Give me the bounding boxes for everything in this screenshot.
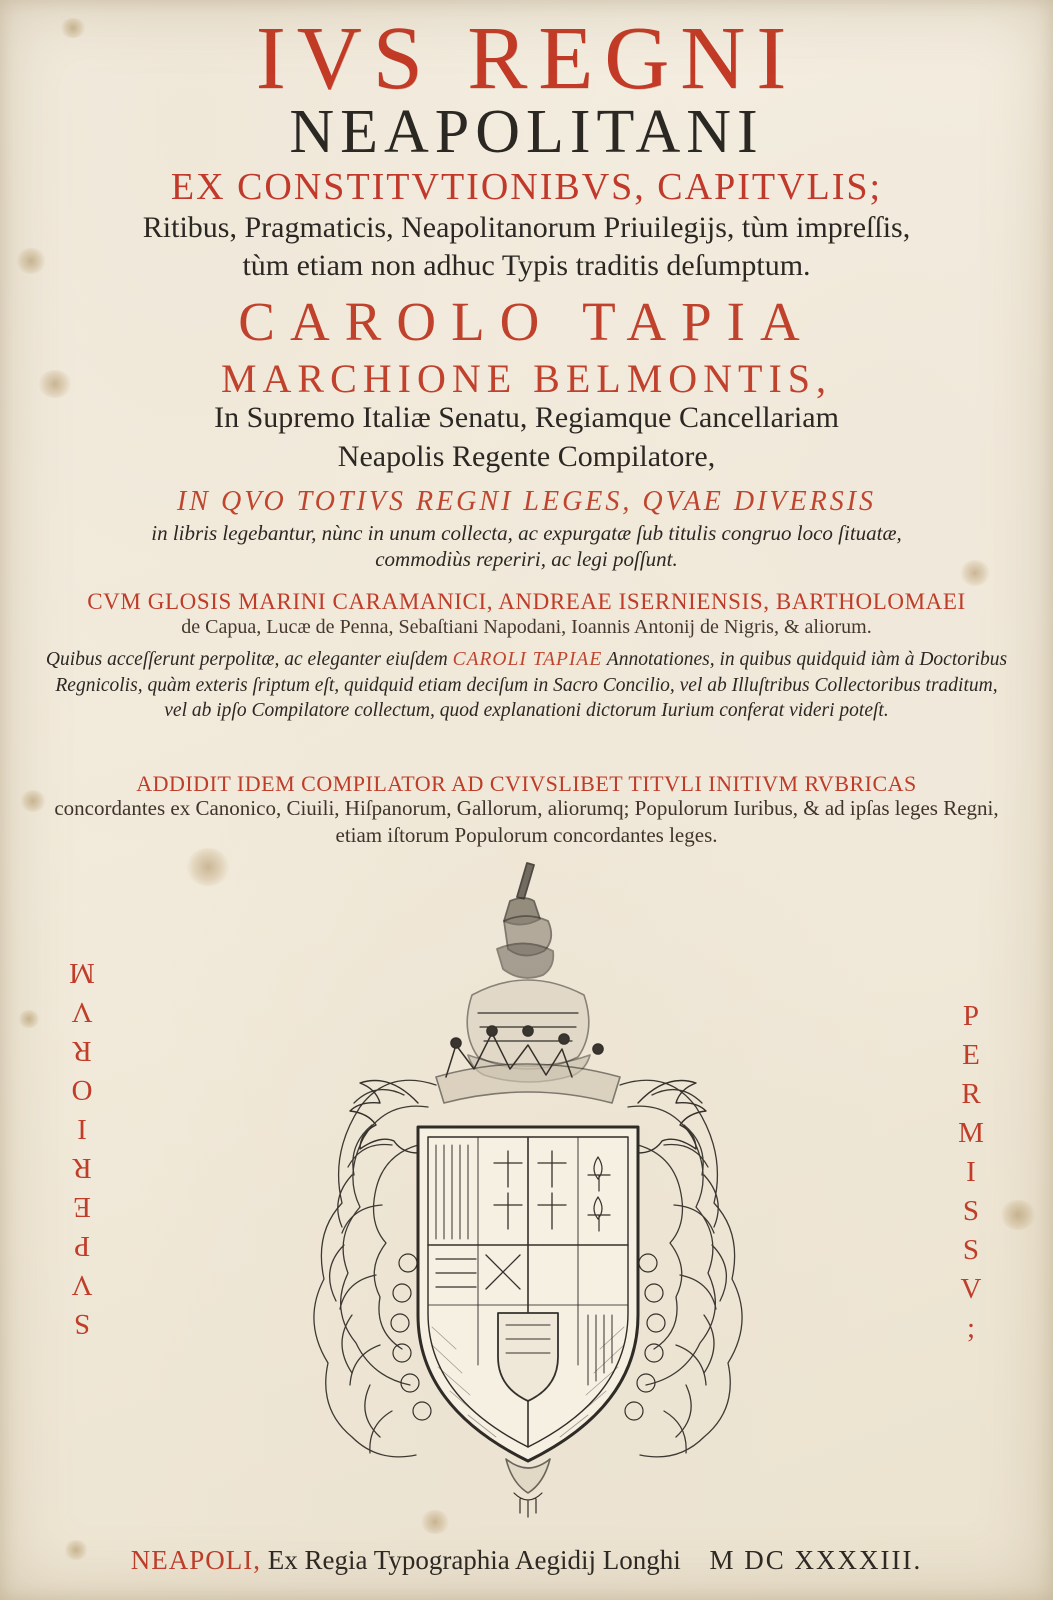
side-note-right: PERMISSV; <box>955 1000 987 1351</box>
subtitle-red: IN QVO TOTIVS REGNI LEGES, QVAE DIVERSIS <box>176 486 877 517</box>
main-title: IVS REGNI <box>255 9 798 108</box>
sources-line-1: Ritibus, Pragmaticis, Neapolitanorum Priuilegijs, tùm impreſſis, <box>142 211 911 244</box>
annotations-note-emphasis: CAROLI TAPIAE <box>452 649 603 670</box>
glossators-black: de Capua, Lucæ de Penna, Sebaſtiani Napodani, Ioannis Antonij de Nigris, & aliorum. <box>181 616 872 638</box>
addition-heading: ADDIDIT IDEM COMPILATOR AD CVIVSLIBET TITVLI INITIVM RVBRICAS <box>136 771 917 796</box>
author-title: MARCHIONE BELMONTIS, <box>220 356 833 401</box>
subtitle-italic: in libris legebantur, nùnc in unum collecta, ac expurgatæ ſub titulis congruo loco ſituatæ, commodiùs reperiri, ac legi poſſunt. <box>151 521 902 572</box>
imprint-printer: Ex Regia Typographia Aegidij Longhi <box>267 1545 681 1575</box>
annotations-note-part1: Quibus acceſſerunt perpolitæ, ac eleganter eiuſdem <box>45 649 453 670</box>
addition-body: concordantes ex Canonico, Ciuili, Hiſpanorum, Gallorum, aliorumq; Populorum Iuribus, & ad ipſas leges Regni, etiam iſtorum Populorum concordantes leges. <box>54 796 999 847</box>
author-role-line-2: Neapolis Regente Compilatore, <box>337 440 716 473</box>
imprint-year: M DC XXXXIII. <box>709 1545 923 1575</box>
coat-of-arms-emblem <box>222 845 832 1525</box>
sources-line-2: tùm etiam non adhuc Typis traditis deſumptum. <box>242 249 811 282</box>
sources-heading: EX CONSTITVTIONIBVS, CAPITVLIS; <box>170 166 883 208</box>
annotations-note-part2: Annotationes, in quibus quidquid iàm à Doctoribus Regnicolis, quàm exteris ſriptum eſt, quidquid etiam deciſum in Sacro Concilio, vel ab Illuſtribus Collectoribus traditum, vel ab ipſo Compilatore collectum, quod explanationi dictorum Iurium conferat videri poteſt. <box>55 649 1008 722</box>
author-name: CAROLO TAPIA <box>238 291 815 352</box>
imprint-line <box>0 1545 1053 1576</box>
annotations-note <box>42 647 1011 724</box>
main-subtitle: NEAPOLITANI <box>289 98 764 166</box>
imprint-city: NEAPOLI, <box>130 1545 261 1575</box>
side-note-left: SVPERIORVM <box>66 950 98 1340</box>
glossators-red: CVM GLOSIS MARINI CARAMANICI, ANDREAE ISERNIENSIS, BARTHOLOMAEI <box>87 589 966 614</box>
author-role-line-1: In Supremo Italiæ Senatu, Regiamque Cancellariam <box>214 401 839 434</box>
